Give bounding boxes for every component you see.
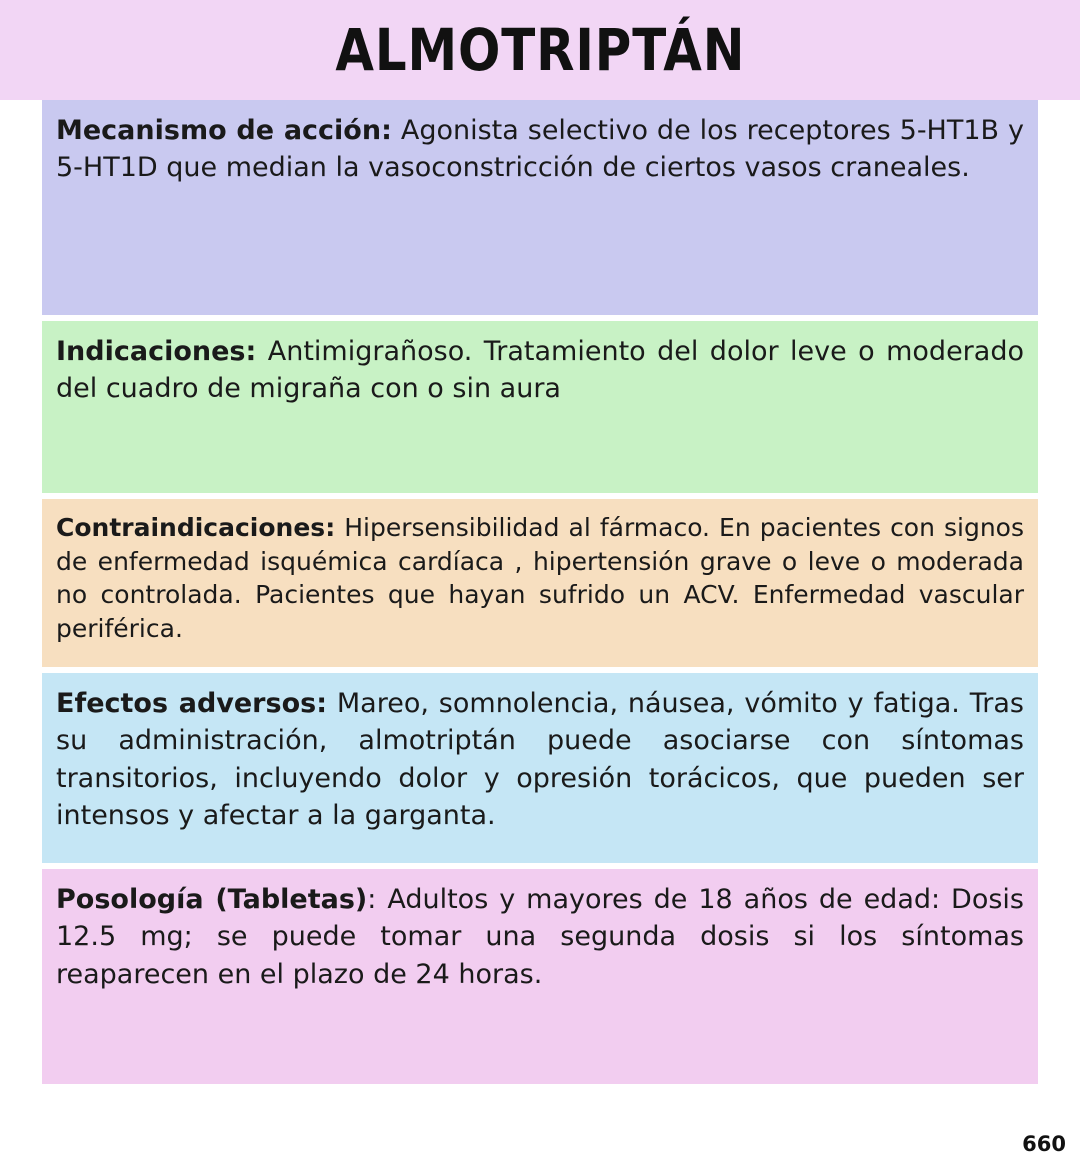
- section-label: Contraindicaciones:: [56, 513, 336, 542]
- section-paragraph: [56, 881, 1024, 993]
- section-text: Agonista selectivo de los receptores 5-HT1B y 5-HT1D que median la vasoconstricción de ciertos vasos craneales.: [56, 115, 1024, 184]
- page-title: ALMOTRIPTÁN: [335, 16, 745, 84]
- section-label: Mecanismo de acción:: [56, 115, 392, 146]
- section-label: Posología (Tabletas): [56, 884, 368, 915]
- section-paragraph: [56, 511, 1024, 645]
- section-paragraph: [56, 333, 1024, 408]
- section-text: Antimigrañoso. Tratamiento del dolor leve o moderado del cuadro de migraña con o sin aura: [56, 336, 1024, 405]
- title-banner: [0, 0, 1080, 100]
- page-number: 660: [1022, 1132, 1066, 1156]
- section-label: Indicaciones:: [56, 336, 257, 367]
- section-label: Efectos adversos:: [56, 688, 327, 719]
- section-mecanismo: [42, 100, 1038, 315]
- section-contraindicaciones: [42, 499, 1038, 667]
- section-text: Mareo, somnolencia, náusea, vómito y fatiga. Tras su administración, almotriptán puede asociarse con síntomas transitorios, incluyendo dolor y opresión torácicos, que pueden ser intensos y afectar a la garganta.: [56, 688, 1024, 831]
- section-indicaciones: [42, 321, 1038, 493]
- section-text: Hipersensibilidad al fármaco. En pacientes con signos de enfermedad isquémica cardíaca , hipertensión grave o leve o moderada no controlada. Pacientes que hayan sufrido un ACV. Enfermedad vascular periférica.: [56, 513, 1024, 643]
- section-text: : Adultos y mayores de 18 años de edad: Dosis 12.5 mg; se puede tomar una segunda dosis si los síntomas reaparecen en el plazo de 24 horas.: [56, 884, 1024, 990]
- section-paragraph: [56, 112, 1024, 187]
- section-paragraph: [56, 685, 1024, 834]
- section-efectos-adversos: [42, 673, 1038, 863]
- section-posologia: [42, 869, 1038, 1084]
- sections-container: [0, 100, 1080, 1084]
